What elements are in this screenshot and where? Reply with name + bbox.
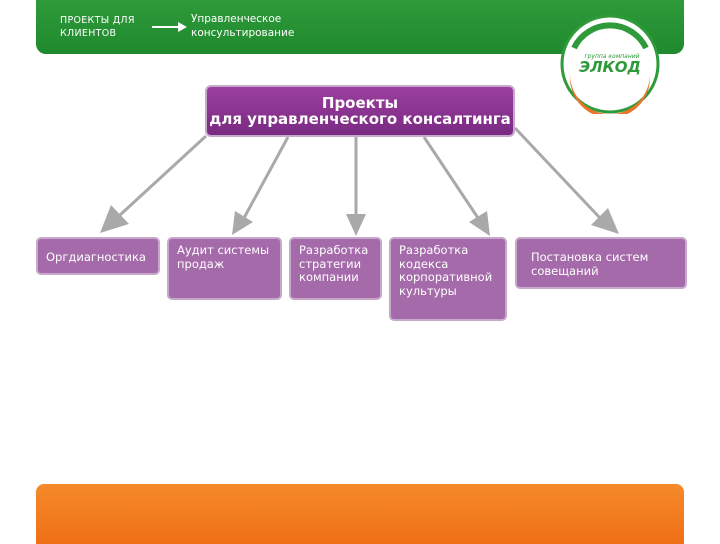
breadcrumb-parent-label: ПРОЕКТЫ ДЛЯ КЛИЕНТОВ xyxy=(60,15,135,39)
connector-line xyxy=(424,137,478,218)
diagram-node-meetings-system xyxy=(515,237,687,289)
footer-bar xyxy=(36,484,684,544)
logo-name: ЭЛКОД xyxy=(579,58,641,76)
root-line-2: для управленческого консалтинга xyxy=(209,110,511,128)
diagram-node-orgdiagnostics xyxy=(36,237,160,275)
breadcrumb-current-label: Управленческое консультирование xyxy=(191,13,295,39)
connector-arrowhead xyxy=(232,211,253,235)
node-label: Постановка систем совещаний xyxy=(531,250,649,278)
node-label: Разработка стратегии компании xyxy=(299,243,369,284)
diagram-node-corporate-culture xyxy=(389,237,507,321)
connector-line xyxy=(515,128,600,218)
diagram-root-node xyxy=(205,85,515,137)
node-label: Разработка кодекса корпоративной культуры xyxy=(399,243,493,298)
connector-line xyxy=(120,136,206,215)
connector-line xyxy=(244,137,288,218)
node-label: Оргдиагностика xyxy=(46,250,146,264)
connector-arrowhead xyxy=(346,214,366,236)
logo-tagline: группа компаний xyxy=(584,53,640,60)
root-line-1: Проекты xyxy=(321,94,399,112)
diagram-node-sales-audit xyxy=(167,237,282,300)
node-label: Аудит системы продаж xyxy=(177,243,270,271)
diagram-node-strategy xyxy=(289,237,382,300)
connector-arrowhead xyxy=(469,211,490,236)
